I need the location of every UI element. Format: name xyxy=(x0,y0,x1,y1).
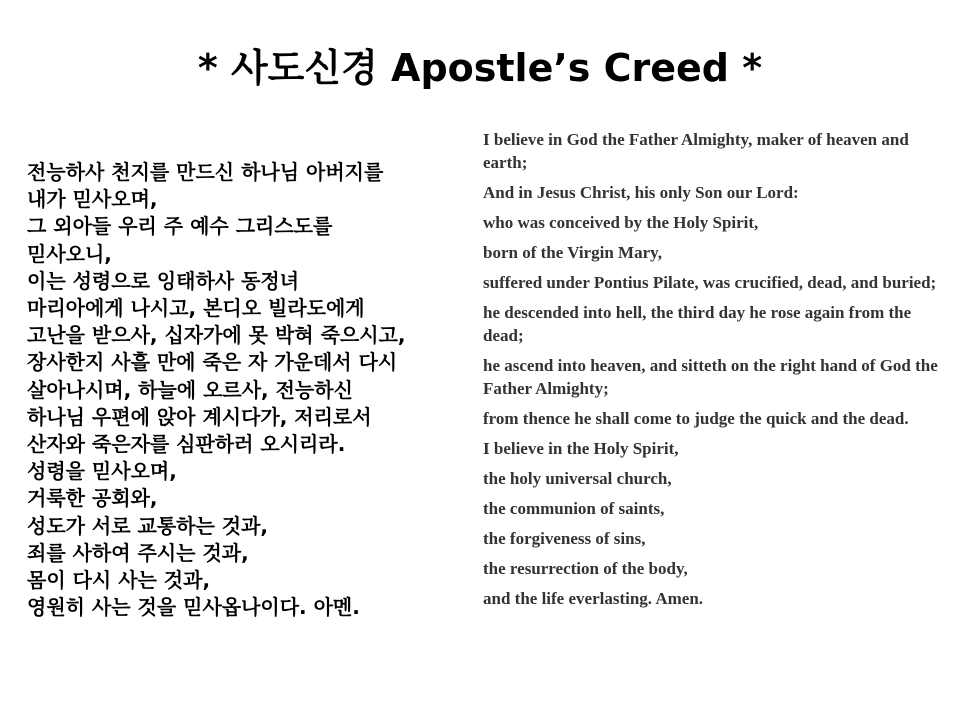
english-creed-text xyxy=(483,128,953,617)
korean-creed-line: 그 외아들 우리 주 예수 그리스도를 xyxy=(27,214,333,239)
korean-creed-text xyxy=(27,159,477,621)
korean-creed-line: 성령을 믿사오며, xyxy=(27,459,177,484)
korean-creed-line: 마리아에게 나시고, 본디오 빌라도에게 xyxy=(27,296,365,321)
korean-creed-line: 장사한지 사흘 만에 죽은 자 가운데서 다시 xyxy=(27,350,398,375)
korean-creed-line: 산자와 죽은자를 심판하러 오시리라. xyxy=(27,432,346,457)
english-creed-line: I believe in the Holy Spirit, xyxy=(483,439,679,458)
slide-title: * 사도신경 Apostle’s Creed * xyxy=(197,46,763,90)
korean-creed-line: 믿사오니, xyxy=(27,241,112,266)
korean-creed-line: 고난을 받으사, 십자가에 못 박혀 죽으시고, xyxy=(27,323,406,348)
english-creed-line: the forgiveness of sins, xyxy=(483,529,646,548)
english-creed-line: I believe in God the Father Almighty, maker of heaven and earth; xyxy=(483,130,909,172)
korean-creed-line: 몸이 다시 사는 것과, xyxy=(27,568,211,593)
korean-creed-line: 거룩한 공회와, xyxy=(27,486,158,511)
korean-creed-line: 죄를 사하여 주시는 것과, xyxy=(27,540,249,565)
english-creed-line: the holy universal church, xyxy=(483,469,672,488)
english-creed-line: the communion of saints, xyxy=(483,499,665,518)
english-creed-line: And in Jesus Christ, his only Son our Lord: xyxy=(483,183,799,202)
english-creed-line: from thence he shall come to judge the quick and the dead. xyxy=(483,409,909,428)
english-creed-line: who was conceived by the Holy Spirit, xyxy=(483,213,759,232)
english-creed-line: born of the Virgin Mary, xyxy=(483,243,662,262)
english-creed-line: he ascend into heaven, and sitteth on the right hand of God the Father Almighty; xyxy=(483,356,938,398)
korean-creed-line: 하나님 우편에 앉아 계시다가, 저리로서 xyxy=(27,404,372,429)
korean-creed-line: 전능하사 천지를 만드신 하나님 아버지를 xyxy=(27,160,384,184)
korean-creed-line: 살아나시며, 하늘에 오르사, 전능하신 xyxy=(27,377,353,402)
korean-creed-line: 영원히 사는 것을 믿사옵나이다. 아멘. xyxy=(27,595,360,620)
korean-creed-line: 성도가 서로 교통하는 것과, xyxy=(27,513,269,538)
korean-creed-line: 이는 성령으로 잉태하사 동정녀 xyxy=(27,268,300,293)
english-creed-line: he descended into hell, the third day he rose again from the dead; xyxy=(483,303,912,345)
korean-creed-line: 내가 믿사오며, xyxy=(27,187,158,212)
english-creed-line: the resurrection of the body, xyxy=(483,559,688,578)
english-creed-line: and the life everlasting. Amen. xyxy=(483,589,704,608)
english-creed-line: suffered under Pontius Pilate, was crucified, dead, and buried; xyxy=(483,273,937,292)
